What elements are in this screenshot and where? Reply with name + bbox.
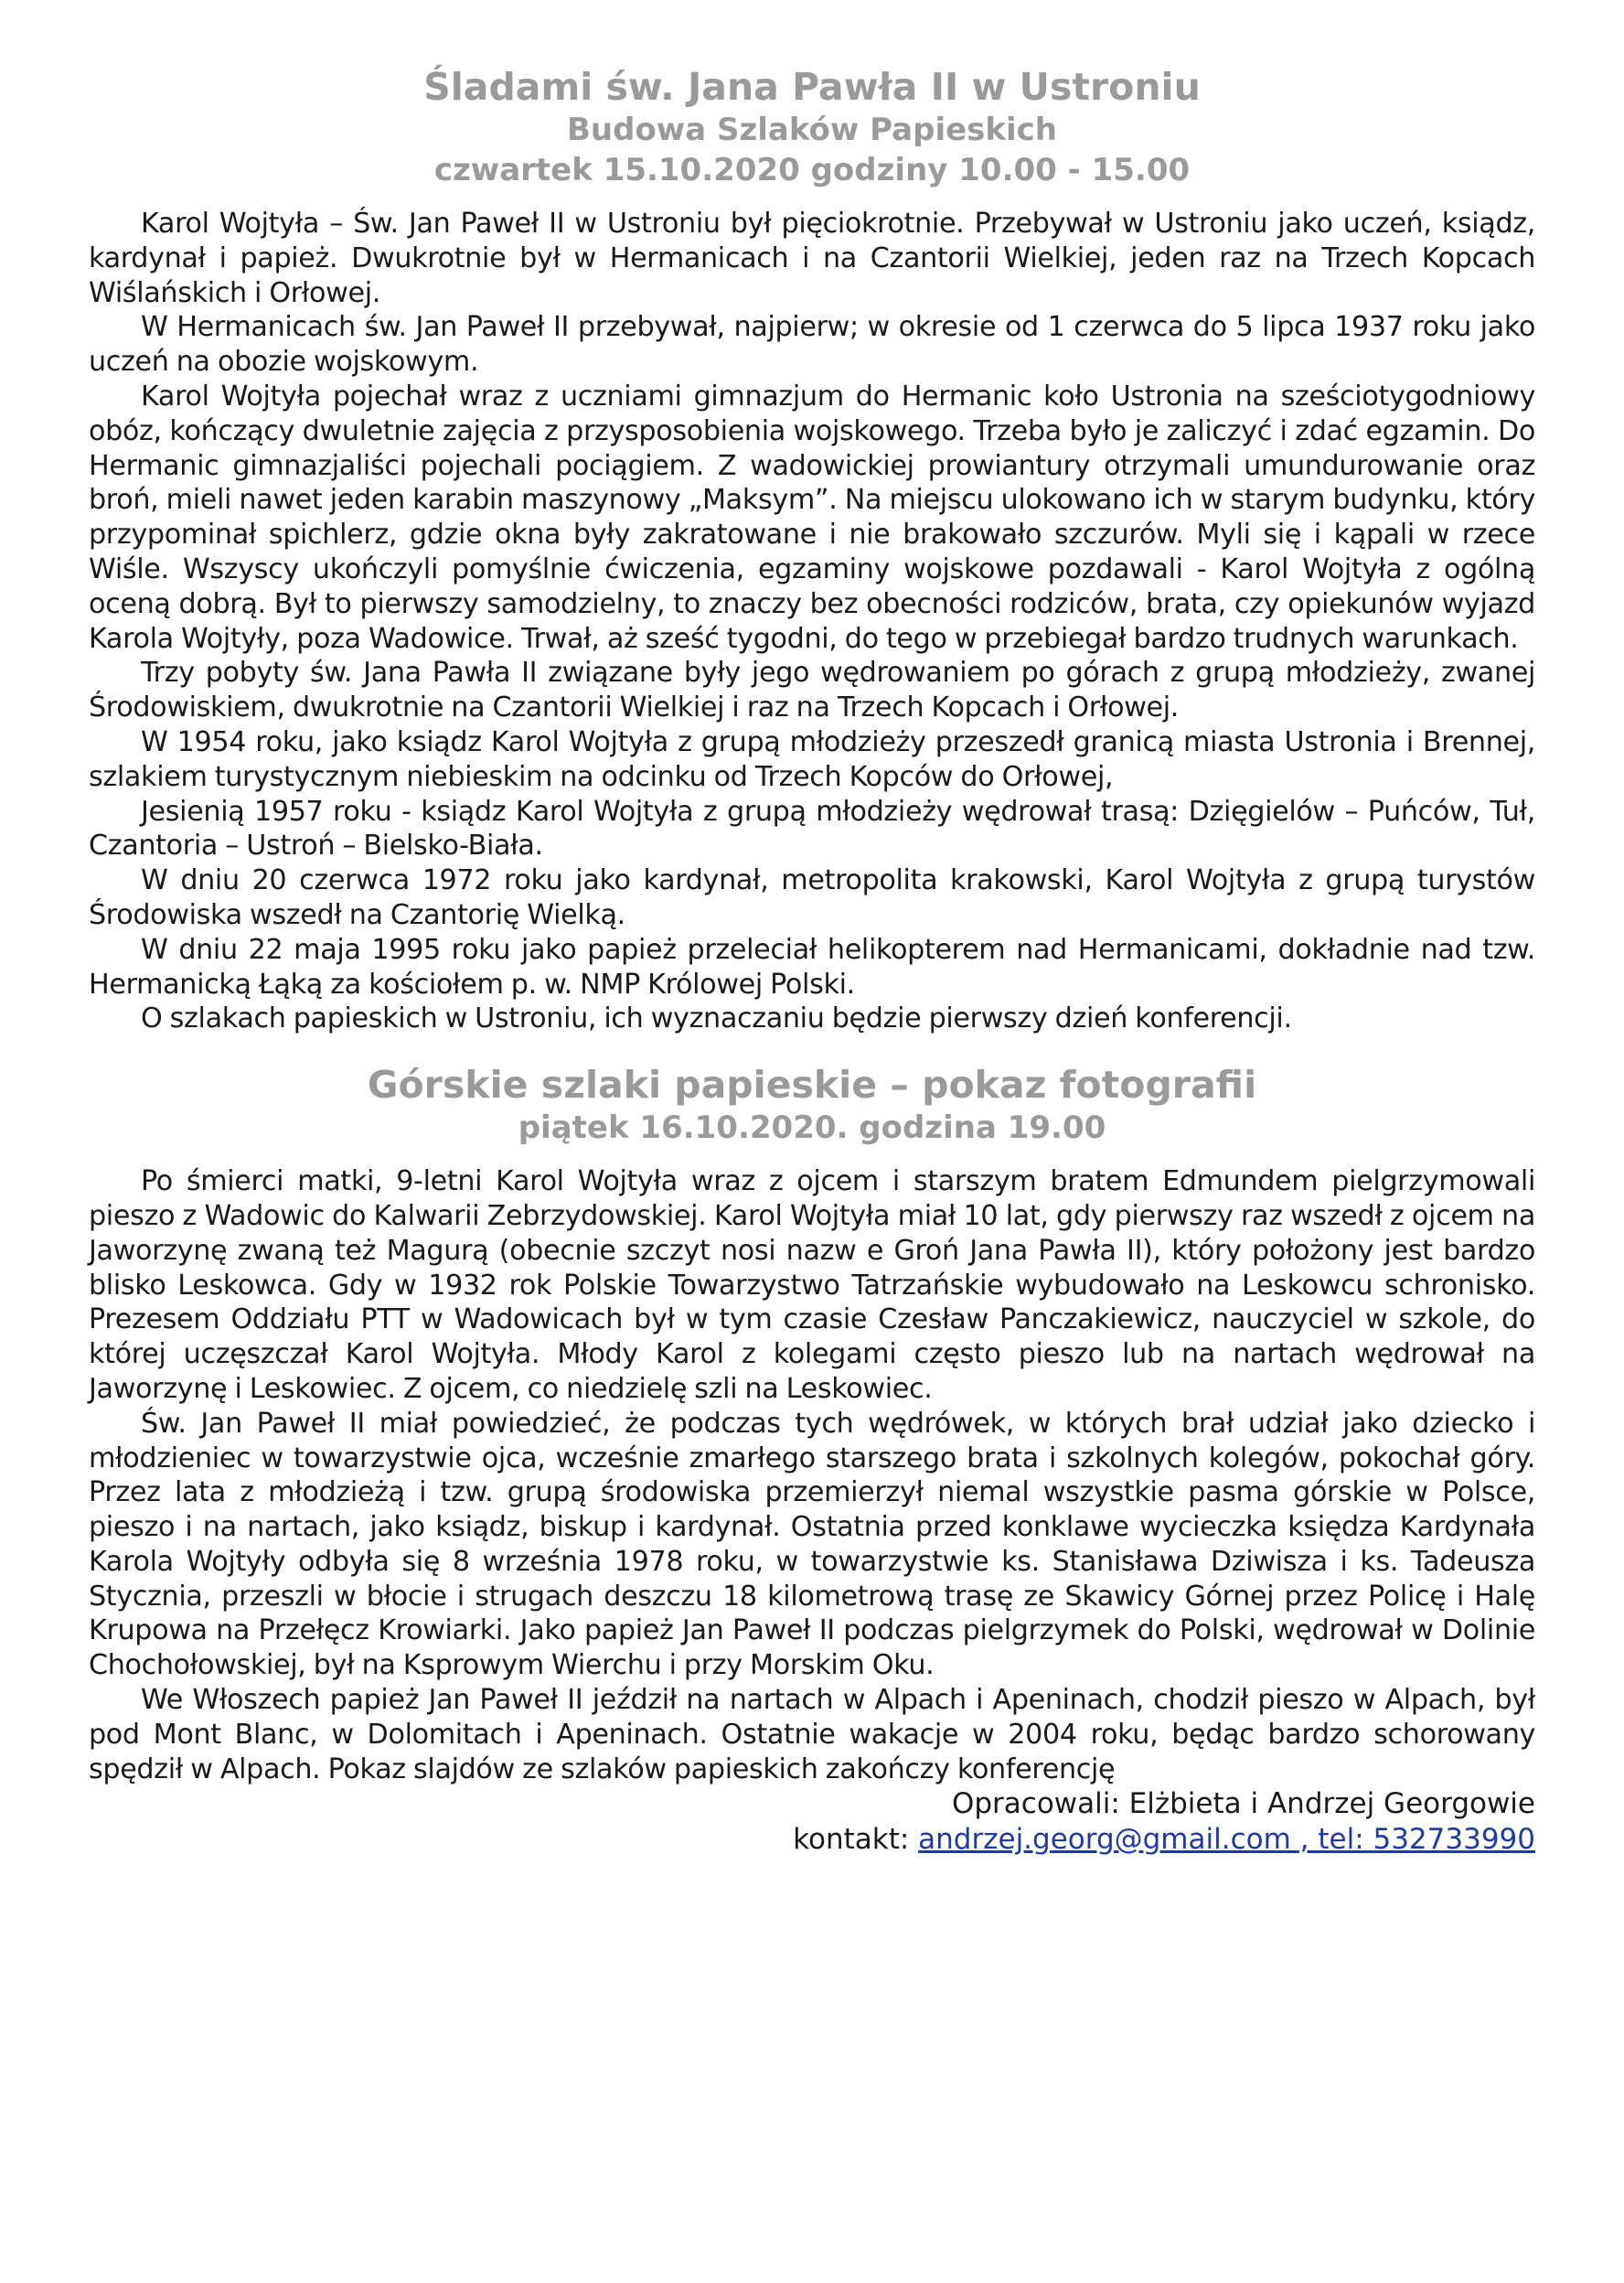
paragraph: W dniu 20 czerwca 1972 roku jako kardynał, metropolita krakowski, Karol Wojtyła z grupą turystów Środowiska wszedł na Czantorię Wielką.	[89, 864, 1535, 931]
paragraph: Św. Jan Paweł II miał powiedzieć, że podczas tych wędrówek, w których brał udział jako dziecko i młodzieniec w towarzystwie ojca, wcześnie zmarłego starszego brata i szkolnych kolegów, pokochał góry. Przez lata z młodzieżą i tzw. grupą środowiska przemierzył niemal wszystkie pasma górskie w Polsce, pieszo i na nartach, jako ksiądz, biskup i kardynał. Ostatnia przed konklawe wycieczka księdza Kardynała Karola Wojtyły odbyła się 8 września 1978 roku, w towarzystwie ks. Stanisława Dziwisza i ks. Tadeusza Stycznia, przeszli w błocie i strugach deszczu 18 kilometrową trasę ze Skawicy Górnej przez Policę i Halę Krupowa na Przełęcz Krowiarki. Jako papież Jan Paweł II podczas pielgrzymek do Polski, wędrował w Dolinie Chochołowskiej, był na Ksprowym Wierchu i przy Morskim Oku.	[89, 1407, 1535, 1682]
paragraph: W Hermanicach św. Jan Paweł II przebywał, najpierw; w okresie od 1 czerwca do 5 lipca 1937 roku jako uczeń na obozie wojskowym.	[89, 311, 1535, 379]
section-2-title: Górskie szlaki papieskie – pokaz fotografii	[367, 1063, 1257, 1108]
paragraph: Karol Wojtyła – Św. Jan Paweł II w Ustroniu był pięciokrotnie. Przebywał w Ustroniu jako uczeń, ksiądz, kardynał i papież. Dwukrotnie był w Hermanicach i na Czantorii Wielkiej, jeden raz na Trzech Kopcach Wiślańskich i Orłowej.	[89, 208, 1535, 309]
paragraph: Karol Wojtyła pojechał wraz z uczniami gimnazjum do Hermanic koło Ustronia na sześciotygodniowy obóz, kończący dwuletnie zajęcia z przysposobienia wojskowego. Trzeba było je zaliczyć i zdać egzamin. Do Hermanic gimnazjaliści pojechali pociągiem. Z wadowickiej prowiantury otrzymali umundurowanie oraz broń, mieli nawet jeden karabin maszynowy „Maksym”. Na miejscu ulokowano ich w starym budynku, który przypominał spichlerz, gdzie okna były zakratowane i nie brakowało szczurów. Myli się i kąpali w rzece Wiśle. Wszyscy ukończyli pomyślnie ćwiczenia, egzaminy wojskowe pozdawali - Karol Wojtyła z ogólną oceną dobrą. Był to pierwszy samodzielny, to znaczy bez obecności rodziców, brata, czy opiekunów wyjazd Karola Wojtyły, poza Wadowice. Trwał, aż sześć tygodni, do tego w przebiegał bardzo trudnych warunkach.	[89, 380, 1535, 655]
document-page	[89, 64, 1535, 1858]
section-2-date: piątek 16.10.2020. godzina 19.00	[518, 1109, 1106, 1147]
section-1-body	[89, 207, 1535, 1036]
section-1-date: czwartek 15.10.2020 godziny 10.00 - 15.00	[433, 152, 1191, 188]
paragraph: O szlakach papieskich w Ustroniu, ich wyznaczaniu będzie pierwszy dzień konferencji.	[141, 1002, 1292, 1035]
section-1-subtitle: Budowa Szlaków Papieskich	[566, 112, 1058, 148]
paragraph: W dniu 22 maja 1995 roku jako papież przeleciał helikopterem nad Hermanicami, dokładnie nad tzw. Hermanicką Łąką za kościołem p. w. NMP Królowej Polski.	[89, 933, 1535, 1001]
paragraph: Po śmierci matki, 9-letni Karol Wojtyła wraz z ojcem i starszym bratem Edmundem pielgrzymowali pieszo z Wadowic do Kalwarii Zebrzydowskiej. Karol Wojtyła miał 10 lat, gdy pierwszy raz wszedł z ojcem na Jaworzynę zwaną też Magurą (obecnie szczyt nosi nazw e Groń Jana Pawła II), który położony jest bardzo blisko Leskowca. Gdy w 1932 rok Polskie Towarzystwo Tatrzańskie wybudowało na Leskowcu schronisko. Prezesem Oddziału PTT w Wadowicach był w tym czasie Czesław Panczakiewicz, nauczyciel w szkole, do której uczęszczał Karol Wojtyła. Młody Karol z kolegami często pieszo lub na nartach wędrował na Jaworzynę i Leskowiec. Z ojcem, co niedzielę szli na Leskowiec.	[89, 1165, 1535, 1405]
paragraph: Trzy pobyty św. Jana Pawła II związane były jego wędrowaniem po górach z grupą młodzieży, zwanej Środowiskiem, dwukrotnie na Czantorii Wielkiej i raz na Trzech Kopcach i Orłowej.	[89, 657, 1535, 724]
section-2-header	[89, 1062, 1535, 1148]
paragraph: We Włoszech papież Jan Paweł II jeździł na nartach w Alpach i Apeninach, chodził pieszo w Alpach, był pod Mont Blanc, w Dolomitach i Apeninach. Ostatnie wakacje w 2004 roku, będąc bardzo schorowany spędził w Alpach. Pokaz slajdów ze szlaków papieskich zakończy konferencję	[89, 1684, 1535, 1785]
paragraph: W 1954 roku, jako ksiądz Karol Wojtyła z grupą młodzieży przeszedł granicą miasta Ustronia i Brennej, szlakiem turystycznym niebieskim na odcinku od Trzech Kopców do Orłowej,	[89, 725, 1535, 793]
contact-line	[89, 1822, 1535, 1858]
section-2-body	[89, 1164, 1535, 1786]
section-1-header	[89, 64, 1535, 190]
contact-label: kontakt:	[793, 1823, 919, 1857]
section-1-title: Śladami św. Jana Pawła II w Ustroniu	[423, 65, 1201, 109]
footer	[89, 1786, 1535, 1858]
paragraph: Jesienią 1957 roku - ksiądz Karol Wojtyła z grupą młodzieży wędrował trasą: Dzięgielów – Puńców, Tuł, Czantoria – Ustroń – Bielsko-Biała.	[89, 795, 1535, 863]
authors-line: Opracowali: Elżbieta i Andrzej Georgowie	[951, 1787, 1535, 1821]
contact-link[interactable]: andrzej.georg@gmail.com , tel: 532733990	[918, 1823, 1535, 1857]
